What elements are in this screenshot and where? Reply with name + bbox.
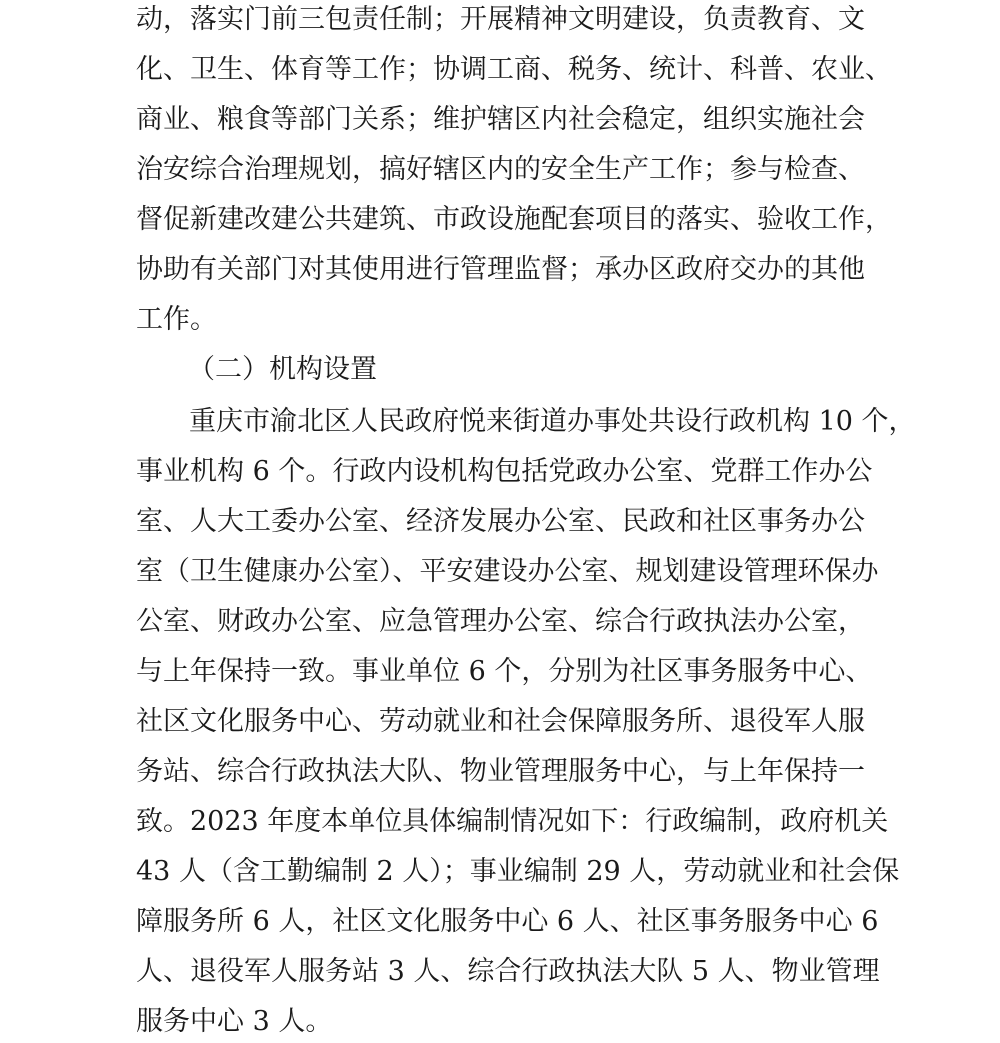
text-line-2: 化、卫生、体育等工作；协调工商、税务、统计、科普、农业、: [136, 54, 892, 85]
text-line-16: 务站、综合行政执法大队、物业管理服务中心，与上年保持一: [136, 756, 865, 787]
text-line-13: 公室、财政办公室、应急管理办公室、综合行政执法办公室，: [136, 606, 865, 637]
text-line-11: 室、人大工委办公室、经济发展办公室、民政和社区事务办公: [136, 506, 865, 537]
text-line-10: 事业机构 6 个。行政内设机构包括党政办公室、党群工作办公: [136, 456, 873, 487]
text-line-1: 动，落实门前三包责任制；开展精神文明建设，负责教育、文: [136, 4, 865, 35]
text-line-6: 协助有关部门对其使用进行管理监督；承办区政府交办的其他: [136, 254, 865, 285]
text-line-3: 商业、粮食等部门关系；维护辖区内社会稳定，组织实施社会: [136, 104, 865, 135]
text-line-12: 室（卫生健康办公室）、平安建设办公室、规划建设管理环保办: [136, 556, 879, 587]
text-line-17: 致。2023 年度本单位具体编制情况如下：行政编制，政府机关: [136, 806, 889, 837]
section-heading: （二）机构设置: [188, 354, 377, 385]
text-line-20: 人、退役军人服务站 3 人、综合行政执法大队 5 人、物业管理: [136, 956, 880, 987]
text-line-15: 社区文化服务中心、劳动就业和社会保障服务所、退役军人服: [136, 706, 865, 737]
text-line-19: 障服务所 6 人，社区文化服务中心 6 人、社区事务服务中心 6: [136, 906, 879, 937]
text-line-14: 与上年保持一致。事业单位 6 个，分别为社区事务服务中心、: [136, 656, 873, 687]
text-line-9: 重庆市渝北区人民政府悦来街道办事处共设行政机构 10 个，: [162, 406, 916, 437]
text-line-4: 治安综合治理规划，搞好辖区内的安全生产工作；参与检查、: [136, 154, 865, 185]
text-line-7: 工作。: [136, 304, 217, 335]
text-line-18: 43 人（含工勤编制 2 人）；事业编制 29 人，劳动就业和社会保: [136, 856, 900, 887]
text-line-21: 服务中心 3 人。: [136, 1006, 333, 1037]
text-line-5: 督促新建改建公共建筑、市政设施配套项目的落实、验收工作，: [136, 204, 892, 235]
